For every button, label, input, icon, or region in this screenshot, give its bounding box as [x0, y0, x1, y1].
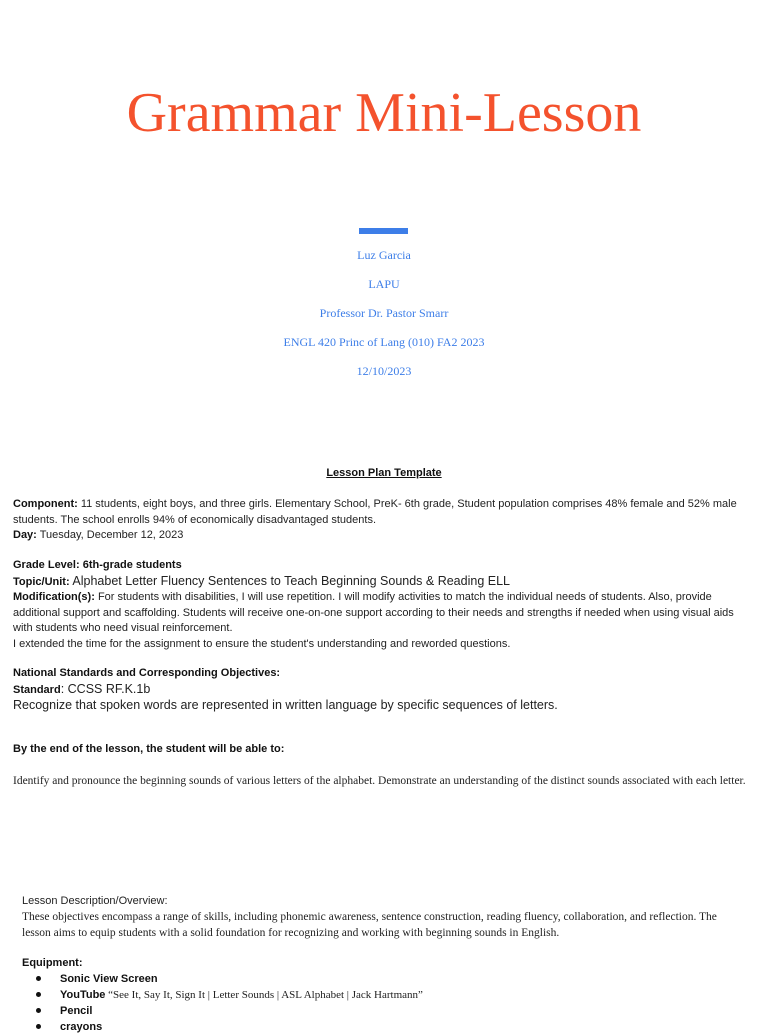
equipment-item-bold: Pencil	[60, 1005, 93, 1017]
grade-label: Grade Level: 6th-grade students	[13, 559, 182, 571]
equipment-item-bold: crayons	[60, 1021, 103, 1033]
standard-label: Standard	[13, 683, 61, 696]
equipment-item	[22, 987, 747, 1003]
equipment-label: Equipment:	[22, 957, 83, 969]
course-name: ENGL 420 Princ of Lang (010) FA2 2023	[283, 335, 485, 349]
objective-section	[13, 773, 753, 789]
equipment-item-text: “See It, Say It, Sign It | Letter Sounds | ASL Alphabet | Jack Hartmann”	[105, 989, 423, 1001]
equipment-item	[22, 1003, 747, 1019]
overview-label: Lesson Description/Overview	[22, 895, 165, 907]
overview-heading	[22, 893, 747, 909]
overview-section	[22, 893, 747, 941]
objective-text: Identify and pronounce the beginning sounds of various letters of the alphabet. Demonstrate an understanding of the distinct sounds associated with each letter.	[13, 775, 746, 787]
bullet-icon	[36, 1024, 41, 1029]
equipment-item	[22, 1019, 747, 1035]
modification-paragraph-2: I extended the time for the assignment to ensure the student's understanding and reworded questions.	[13, 637, 511, 650]
school-name: LAPU	[368, 277, 400, 291]
component-text: 11 students, eight boys, and three girls. Elementary School, PreK- 6th grade, Student population comprises 48% female and 52% male students. The school enrolls 94% of economically disadvantaged students.	[13, 498, 737, 526]
accent-bar	[359, 228, 408, 234]
cover-date: 12/10/2023	[356, 364, 412, 378]
overview-text: These objectives encompass a range of skills, including phonemic awareness, sentence construction, reading fluency, collaboration, and reflection. The lesson aims to equip students with a solid foundation for recognizing and working with beginning sounds in English.	[22, 911, 717, 939]
day-label: Day:	[13, 529, 37, 541]
objective-heading	[13, 742, 753, 758]
overview-colon: :	[164, 895, 168, 907]
modification-text: For students with disabilities, I will use repetition. I will modify activities to match the individual needs of students. Also, provide additional support and scaffolding. Students will receive one-on-one support according to their needs and strengths if needed when using visual aids with students who need visual reinforcement.	[13, 591, 734, 634]
equipment-item	[22, 971, 747, 987]
grade-section	[13, 558, 753, 652]
standards-label: National Standards and Corresponding Objectives:	[13, 667, 281, 679]
equipment-item-bold: Sonic View Screen	[60, 973, 158, 985]
lesson-plan-heading: Lesson Plan Template	[326, 467, 442, 479]
standard-description: Recognize that spoken words are represented in written language by specific sequences of letters.	[13, 698, 558, 712]
equipment-item-bold: YouTube	[60, 989, 106, 1001]
standards-heading	[13, 666, 753, 682]
day-paragraph	[13, 528, 753, 544]
bullet-icon	[36, 1008, 41, 1013]
objective-heading-section	[13, 742, 753, 758]
bullet-icon	[36, 976, 41, 981]
component-paragraph	[13, 497, 753, 528]
equipment-list	[22, 971, 747, 1035]
equipment-section	[22, 955, 747, 1035]
component-section	[13, 497, 753, 544]
modification-paragraph	[13, 590, 753, 637]
day-text: Tuesday, December 12, 2023	[36, 529, 184, 541]
grade-paragraph	[13, 558, 753, 574]
professor-name: Professor Dr. Pastor Smarr	[319, 306, 449, 320]
standard-code: : CCSS RF.K.1b	[60, 681, 151, 696]
component-label: Component:	[13, 498, 78, 510]
topic-text: Alphabet Letter Fluency Sentences to Teach Beginning Sounds & Reading ELL	[69, 573, 510, 588]
equipment-heading	[22, 955, 747, 971]
cover-info	[0, 246, 768, 391]
topic-paragraph	[13, 574, 753, 591]
topic-label: Topic/Unit:	[13, 575, 70, 588]
objective-label: By the end of the lesson, the student will be able to:	[13, 743, 285, 755]
bullet-icon	[36, 992, 41, 997]
author-name: Luz Garcia	[357, 248, 411, 262]
modification-label: Modification(s):	[13, 591, 95, 603]
document-title: Grammar Mini-Lesson	[126, 82, 642, 144]
standard-line	[13, 682, 753, 699]
standards-section	[13, 666, 753, 714]
